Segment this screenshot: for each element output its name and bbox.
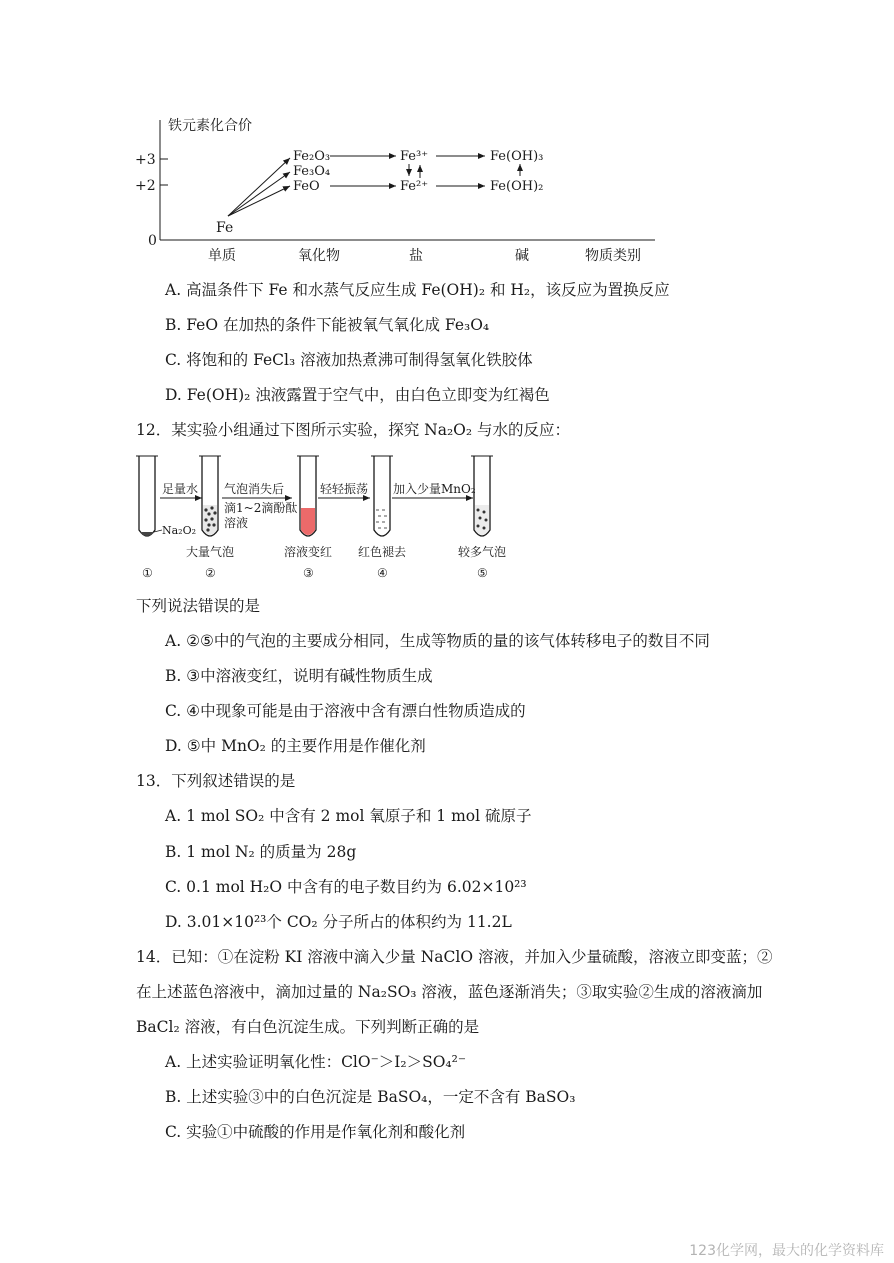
q14-option-a [165, 1052, 466, 1072]
q12-option-b [165, 666, 433, 686]
q13-option-d [165, 912, 512, 932]
arrow-label-3: 轻轻振荡 [320, 482, 369, 496]
option-text: Fe(OH)₂ 浊液露置于空气中，由白色立即变为红褐色 [186, 386, 550, 404]
q14-option-c [165, 1122, 465, 1142]
option-text: ②⑤中的气泡的主要成分相同，生成等物质的量的该气体转移电子的数目不同 [186, 632, 710, 650]
y-tick-zero: 0 [148, 233, 157, 249]
x-tick-oxide: 氧化物 [298, 248, 340, 264]
option-letter: C. [165, 1123, 182, 1141]
arrow-label-2a: 气泡消失后 [224, 482, 285, 496]
watermark-footer: 123化学网，最大的化学资料库 [689, 1243, 884, 1259]
q13-option-c [165, 877, 527, 897]
option-letter: B. [165, 843, 182, 861]
x-tick-salt: 盐 [409, 248, 423, 264]
q14-option-b [165, 1087, 575, 1107]
species-fe3plus: Fe³⁺ [400, 149, 429, 164]
q11-option-d [165, 385, 550, 405]
caption-4: 红色褪去 [358, 545, 407, 559]
species-fe2o3: Fe₂O₃ [293, 149, 331, 164]
test-tube-2 [199, 456, 221, 536]
option-letter: D. [165, 386, 182, 404]
arrow-label-1: 足量水 [162, 482, 199, 496]
option-text: 将饱和的 FeCl₃ 溶液加热煮沸可制得氢氧化铁胶体 [186, 351, 533, 369]
test-tube-4 [371, 456, 393, 536]
q14-stem-line-2: 在上述蓝色溶液中，滴加过量的 Na₂SO₃ 溶液，蓝色逐渐消失；③取实验②生成的溶液滴加 [136, 983, 763, 1001]
tube-number-5: ⑤ [477, 566, 488, 580]
q11-option-c [165, 350, 533, 370]
q11-option-a [165, 280, 670, 300]
option-text: 0.1 mol H₂O 中含有的电子数目约为 6.02×10²³ [186, 878, 527, 896]
caption-3: 溶液变红 [284, 545, 333, 559]
test-tube-3 [297, 456, 319, 536]
y-tick-plus2: +2 [135, 178, 156, 194]
tube-number-1: ① [142, 566, 153, 580]
option-letter: B. [165, 1088, 182, 1106]
q12-option-c [165, 701, 526, 721]
q11-option-b [165, 315, 489, 335]
option-text: 1 mol N₂ 的质量为 28g [186, 843, 357, 861]
q14-stem-line-3: BaCl₂ 溶液，有白色沉淀生成。下列判断正确的是 [136, 1018, 480, 1036]
test-tube-1 [136, 456, 158, 536]
species-fe: Fe [216, 220, 234, 236]
option-letter: B. [165, 667, 182, 685]
x-tick-category: 物质类别 [585, 248, 641, 264]
tube-number-3: ③ [303, 566, 314, 580]
option-text: ③中溶液变红，说明有碱性物质生成 [186, 667, 433, 685]
option-letter: A. [165, 807, 182, 825]
species-feo: FeO [293, 179, 320, 194]
q14-stem-line-1: 14．已知：①在淀粉 KI 溶液中滴入少量 NaClO 溶液，并加入少量硫酸，溶液立即变蓝；② [136, 948, 773, 966]
caption-5: 较多气泡 [458, 545, 507, 559]
q12-option-a [165, 631, 710, 651]
test-tube-5 [471, 456, 493, 536]
tube-number-4: ④ [377, 566, 388, 580]
option-letter: D. [165, 913, 182, 931]
option-letter: C. [165, 878, 182, 896]
q12-option-d [165, 736, 426, 756]
option-letter: A. [165, 1053, 182, 1071]
option-letter: B. [165, 316, 182, 334]
reagent-label: Na₂O₂ [162, 524, 197, 537]
option-letter: D. [165, 737, 182, 755]
option-text: 上述实验证明氧化性：ClO⁻＞I₂＞SO₄²⁻ [186, 1053, 467, 1071]
y-tick-plus3: +3 [135, 152, 156, 168]
species-fe3o4: Fe₃O₄ [293, 164, 331, 179]
x-tick-element: 单质 [208, 248, 236, 264]
q12-stem: 12．某实验小组通过下图所示实验，探究 Na₂O₂ 与水的反应： [136, 421, 571, 439]
x-tick-base: 碱 [515, 248, 529, 264]
arrow-label-2c: 溶液 [224, 516, 249, 530]
arrow-label-4: 加入少量MnO₂ [393, 482, 476, 496]
test-tube-experiment-figure [130, 450, 510, 585]
option-text: 3.01×10²³个 CO₂ 分子所占的体积约为 11.2L [186, 913, 512, 931]
q13-option-b [165, 842, 356, 862]
option-text: 上述实验③中的白色沉淀是 BaSO₄，一定不含有 BaSO₃ [186, 1088, 576, 1106]
q13-stem: 13．下列叙述错误的是 [136, 772, 296, 790]
option-text: ⑤中 MnO₂ 的主要作用是作催化剂 [186, 737, 426, 755]
q13-option-a [165, 806, 532, 826]
option-text: ④中现象可能是由于溶液中含有漂白性物质造成的 [186, 702, 526, 720]
option-letter: C. [165, 702, 182, 720]
tube-number-2: ② [205, 566, 216, 580]
option-text: 实验①中硫酸的作用是作氧化剂和酸化剂 [186, 1123, 466, 1141]
y-axis-label: 铁元素化合价 [168, 118, 252, 134]
option-letter: A. [165, 281, 182, 299]
arrow-label-2b: 滴1~2滴酚酞 [224, 501, 298, 515]
species-feoh3: Fe(OH)₃ [490, 149, 544, 164]
option-text: 高温条件下 Fe 和水蒸气反应生成 Fe(OH)₂ 和 H₂，该反应为置换反应 [186, 281, 670, 299]
species-feoh2: Fe(OH)₂ [490, 179, 544, 194]
caption-2: 大量气泡 [186, 545, 235, 559]
q12-prompt: 下列说法错误的是 [136, 597, 261, 615]
option-letter: A. [165, 632, 182, 650]
option-letter: C. [165, 351, 182, 369]
species-fe2plus: Fe²⁺ [400, 179, 429, 194]
iron-valence-diagram [130, 110, 670, 270]
option-text: FeO 在加热的条件下能被氧气氧化成 Fe₃O₄ [186, 316, 490, 334]
option-text: 1 mol SO₂ 中含有 2 mol 氧原子和 1 mol 硫原子 [186, 807, 532, 825]
